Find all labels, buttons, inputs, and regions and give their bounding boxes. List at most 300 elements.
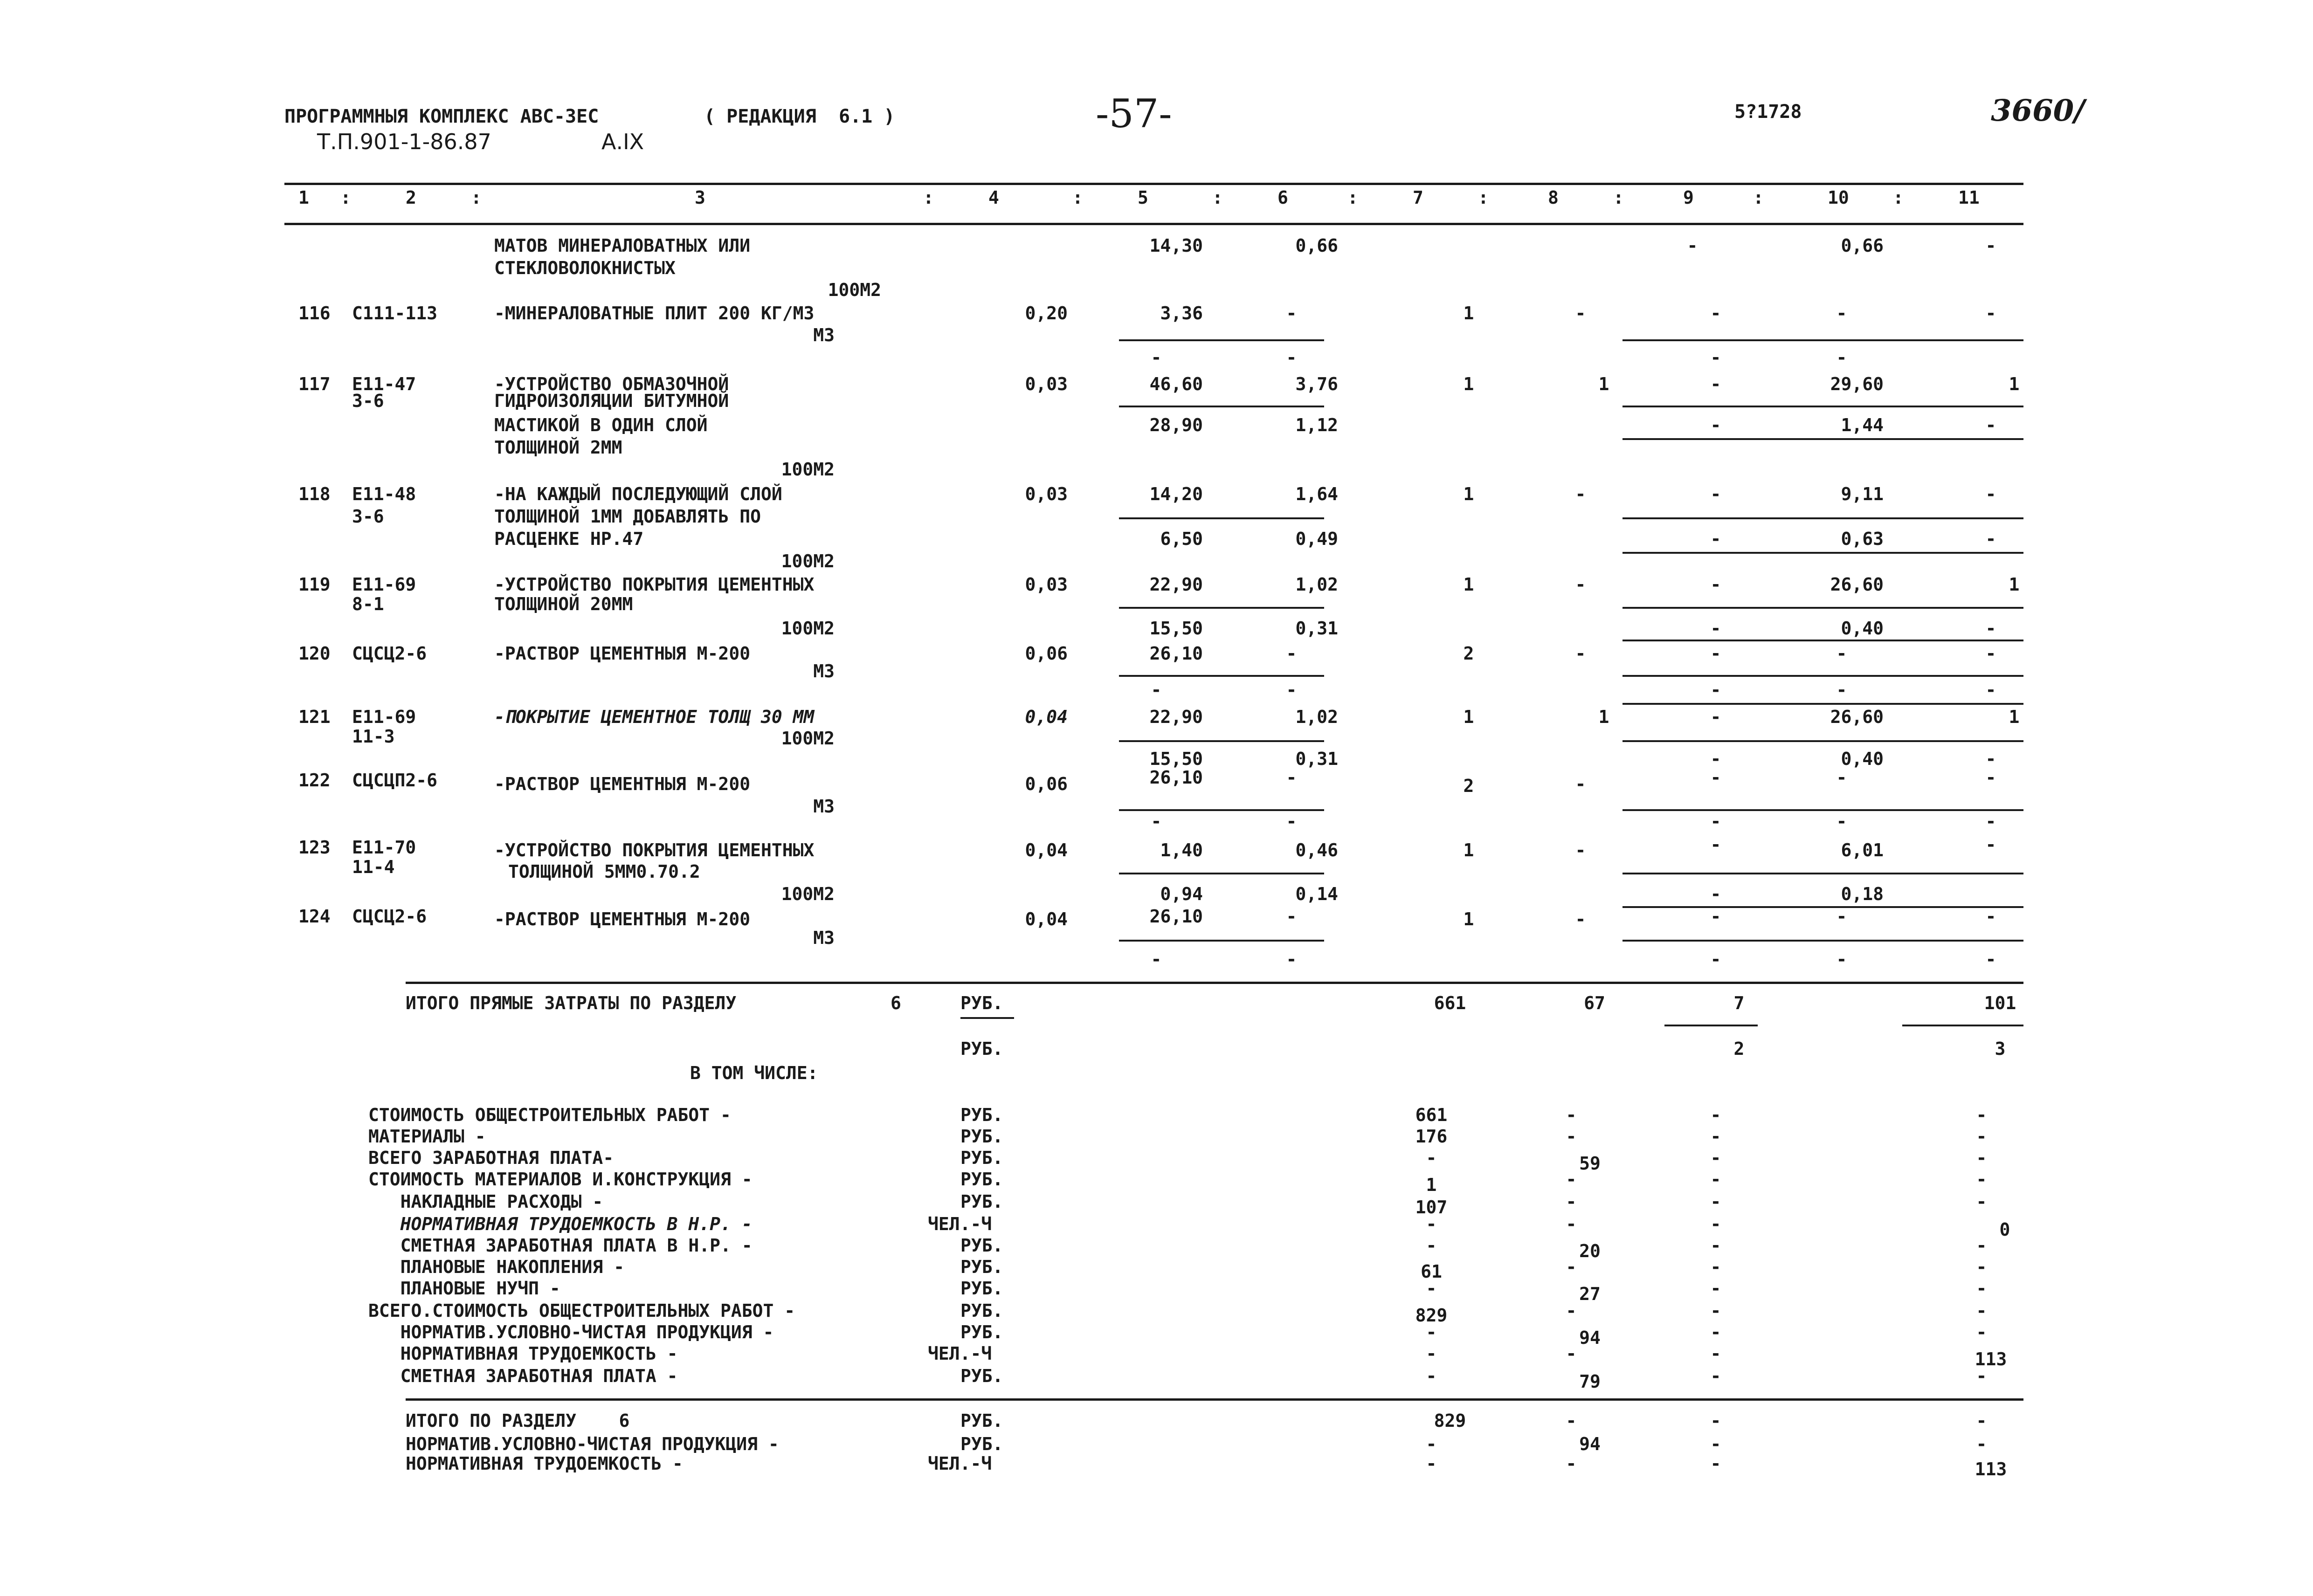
summary-currency: РУБ. (960, 1169, 1003, 1190)
cell-rule (1119, 607, 1324, 609)
row-code: 3-6 (352, 506, 384, 527)
row-col9: - (1710, 618, 1721, 639)
row-col11: - (1985, 235, 1996, 256)
final-top-rule (406, 1398, 2023, 1401)
row-col10: 0,40 (1841, 618, 1884, 639)
row-col10: - (1836, 767, 1847, 788)
row-col11: - (1985, 303, 1996, 323)
row-col6: - (1286, 303, 1297, 323)
total-currency: РУБ. (960, 993, 1003, 1013)
row-col9: - (1710, 347, 1721, 368)
row-col9: - (1710, 884, 1721, 904)
album-label: А.IX (601, 129, 644, 154)
summary-col9: - (1710, 1322, 1721, 1342)
row-col8: 1 (1598, 707, 1609, 727)
row-description: -НА КАЖДЫЙ ПОСЛЕДУЮЩИЙ СЛОЙ (494, 484, 782, 504)
row-col7: 1 (1463, 303, 1474, 323)
row-col10: 0,18 (1841, 884, 1884, 904)
summary-col9: - (1710, 1148, 1721, 1168)
summary-col7: - (1426, 1214, 1437, 1234)
summary-label: СТОИМОСТЬ МАТЕРИАЛОВ И.КОНСТРУКЦИЯ - (368, 1169, 753, 1190)
summary-col9: - (1710, 1300, 1721, 1321)
row-col9: - (1710, 415, 1721, 435)
row-col10: - (1836, 347, 1847, 368)
edition-label: ( РЕДАКЦИЯ 6.1 ) (704, 106, 895, 127)
row-col7: 1 (1463, 374, 1474, 394)
summary-col11: - (1976, 1235, 1987, 1256)
cell-rule (1623, 703, 2023, 705)
final-col9: - (1710, 1434, 1721, 1454)
row-description: -УСТРОЙСТВО ПОКРЫТИЯ ЦЕМЕНТНЫХ (494, 574, 815, 595)
row-col11: 1 (2009, 574, 2020, 595)
total-col11: 3 (1995, 1039, 2006, 1059)
row-code: 11-4 (352, 857, 395, 877)
row-col11: - (1985, 767, 1996, 788)
row-col5: - (1151, 680, 1162, 700)
row-description: МАСТИКОЙ В ОДИН СЛОЙ (494, 415, 708, 435)
row-col8: - (1575, 643, 1586, 664)
row-col7: 1 (1463, 707, 1474, 727)
summary-col11: - (1976, 1105, 1987, 1125)
final-col8: - (1566, 1410, 1577, 1431)
row-description: -РАСТВОР ЦЕМЕНТНЫЯ М-200 (494, 774, 751, 794)
row-col5: 1,40 (1160, 840, 1203, 860)
row-number: 123 (298, 837, 331, 858)
summary-currency: РУБ. (960, 1300, 1003, 1321)
row-number: 124 (298, 906, 331, 927)
row-col6: 0,31 (1295, 749, 1338, 769)
cell-rule (1623, 339, 2023, 341)
row-col9: - (1687, 235, 1698, 256)
row-col5: 15,50 (1149, 749, 1203, 769)
row-col9: - (1710, 811, 1721, 832)
final-col7: - (1426, 1434, 1437, 1454)
cell-rule (1119, 406, 1324, 407)
row-col4: 0,03 (1025, 374, 1068, 394)
row-number: 117 (298, 374, 331, 394)
summary-col8: - (1566, 1126, 1577, 1147)
summary-col8: 27 (1579, 1284, 1601, 1304)
row-col11: - (1985, 834, 1996, 855)
final-currency: ЧЕЛ.-Ч (928, 1453, 992, 1474)
row-col9: - (1710, 707, 1721, 727)
summary-col9: - (1710, 1214, 1721, 1234)
row-col5: - (1151, 811, 1162, 832)
summary-col7: - (1426, 1148, 1437, 1168)
row-col6: 0,46 (1295, 840, 1338, 860)
row-unit: 100М2 (781, 459, 835, 480)
row-col10: - (1836, 643, 1847, 664)
row-col6: - (1286, 906, 1297, 927)
row-code: С111-113 (352, 303, 438, 323)
row-col9: - (1710, 906, 1721, 927)
row-col11: - (1985, 811, 1996, 832)
row-col11: 1 (2009, 707, 2020, 727)
row-number: 118 (298, 484, 331, 504)
summary-currency: ЧЕЛ.-Ч (928, 1214, 992, 1234)
final-col11: - (1976, 1434, 1987, 1454)
summary-col11: - (1976, 1300, 1987, 1321)
row-col5: 28,90 (1149, 415, 1203, 435)
total-label: ИТОГО ПРЯМЫЕ ЗАТРАТЫ ПО РАЗДЕЛУ (406, 993, 737, 1013)
row-code: Е11-70 (352, 837, 416, 858)
col-8: 8 (1548, 187, 1559, 208)
row-code: Е11-69 (352, 574, 416, 595)
row-col10: - (1836, 811, 1847, 832)
col-7: 7 (1413, 187, 1423, 208)
row-code: СЦСЦП2-6 (352, 770, 438, 791)
row-col8: - (1575, 774, 1586, 794)
row-col6: - (1286, 811, 1297, 832)
summary-currency: РУБ. (960, 1105, 1003, 1125)
row-col9: - (1710, 303, 1721, 323)
row-description: ТОЛЩИНОЙ 1ММ ДОБАВЛЯТЬ ПО (494, 506, 761, 527)
handwritten-code: 3660/ (1991, 93, 2085, 128)
summary-col9: - (1710, 1366, 1721, 1386)
row-col7: 1 (1463, 909, 1474, 929)
total-currency: РУБ. (960, 1039, 1003, 1059)
summary-label: НАКЛАДНЫЕ РАСХОДЫ - (368, 1191, 603, 1212)
summary-col9: - (1710, 1105, 1721, 1125)
cell-rule (1623, 675, 2023, 677)
row-unit: 100М2 (781, 728, 835, 749)
cell-rule (1119, 740, 1324, 742)
final-col9: - (1710, 1453, 1721, 1474)
final-col9: - (1710, 1410, 1721, 1431)
summary-col9: - (1710, 1235, 1721, 1256)
row-description: СТЕКЛОВОЛОКНИСТЫХ (494, 258, 676, 278)
col-sep: : (1893, 187, 1904, 208)
col-sep: : (1478, 187, 1489, 208)
row-description: ТОЛЩИНОЙ 2ММ (494, 437, 622, 458)
row-col11: - (1985, 680, 1996, 700)
row-col10: 0,40 (1841, 749, 1884, 769)
summary-col7: 661 (1415, 1105, 1448, 1125)
row-col8: 1 (1598, 374, 1609, 394)
summary-col7: - (1426, 1366, 1437, 1386)
summary-col8: - (1566, 1214, 1577, 1234)
final-label: НОРМАТИВ.УСЛОВНО-ЧИСТАЯ ПРОДУКЦИЯ - (406, 1434, 779, 1454)
summary-currency: РУБ. (960, 1235, 1003, 1256)
row-description: ТОЛЩИНОЙ 20ММ (494, 594, 633, 614)
row-col5: 0,94 (1160, 884, 1203, 904)
summary-col11: 0 (1999, 1219, 2010, 1240)
row-col6: 0,49 (1295, 529, 1338, 549)
summary-label: ВСЕГО.СТОИМОСТЬ ОБЩЕСТРОИТЕЛЬНЫХ РАБОТ - (368, 1300, 795, 1321)
summary-col7: 176 (1415, 1126, 1448, 1147)
row-col9: - (1710, 749, 1721, 769)
row-col10: 6,01 (1841, 840, 1884, 860)
row-col4: 0,06 (1025, 774, 1068, 794)
row-col9: - (1710, 643, 1721, 664)
cell-rule (1119, 675, 1324, 677)
row-col10: 9,11 (1841, 484, 1884, 504)
col-11: 11 (1958, 187, 1980, 208)
row-number: 119 (298, 574, 331, 595)
final-col11: - (1976, 1410, 1987, 1431)
summary-currency: РУБ. (960, 1126, 1003, 1147)
summary-col11: - (1976, 1278, 1987, 1299)
row-col4: 0,04 (1025, 909, 1068, 929)
row-code: 11-3 (352, 726, 395, 747)
row-col4: 0,03 (1025, 574, 1068, 595)
row-col9: - (1710, 767, 1721, 788)
row-unit: 100М2 (781, 551, 835, 571)
final-col7: - (1426, 1453, 1437, 1474)
final-col8: - (1566, 1453, 1577, 1474)
row-description: -УСТРОЙСТВО ОБМАЗОЧНОЙ (494, 374, 729, 394)
row-col7: 2 (1463, 643, 1474, 664)
row-col8: - (1575, 840, 1586, 860)
row-col7: 1 (1463, 840, 1474, 860)
summary-col7: 107 (1415, 1197, 1448, 1218)
cell-rule (1119, 517, 1324, 519)
final-label: НОРМАТИВНАЯ ТРУДОЕМКОСТЬ - (406, 1453, 683, 1474)
summary-col7: - (1426, 1278, 1437, 1299)
row-col10: 1,44 (1841, 415, 1884, 435)
row-col5: 15,50 (1149, 618, 1203, 639)
header-top-rule (284, 183, 2023, 185)
summary-col9: - (1710, 1257, 1721, 1277)
final-label: ИТОГО ПО РАЗДЕЛУ 6 (406, 1410, 630, 1431)
summary-currency: РУБ. (960, 1148, 1003, 1168)
row-col4: 0,04 (1025, 840, 1068, 860)
program-title: ПРОГРАММНЫЯ КОМПЛЕКС АВС-ЗЕС (284, 106, 599, 127)
summary-col9: - (1710, 1126, 1721, 1147)
row-col5: 26,10 (1149, 643, 1203, 664)
summary-col8: - (1566, 1169, 1577, 1190)
final-col8: 94 (1579, 1434, 1601, 1454)
row-description: -РАСТВОР ЦЕМЕНТНЫЯ М-200 (494, 643, 751, 664)
row-col11: - (1985, 529, 1996, 549)
document-code: 5?1728 (1734, 101, 1802, 123)
summary-col7: - (1426, 1235, 1437, 1256)
cell-rule (1623, 438, 2023, 440)
summary-col11: - (1976, 1191, 1987, 1212)
row-col6: - (1286, 949, 1297, 970)
total-col11: 101 (1984, 993, 2016, 1013)
row-code: Е11-48 (352, 484, 416, 504)
summary-currency: РУБ. (960, 1191, 1003, 1212)
row-col6: 0,14 (1295, 884, 1338, 904)
col-sep: : (1347, 187, 1358, 208)
summary-col11: - (1976, 1126, 1987, 1147)
summary-currency: РУБ. (960, 1257, 1003, 1277)
row-col5: - (1151, 949, 1162, 970)
summary-col7: 829 (1415, 1305, 1448, 1326)
row-col9: - (1710, 374, 1721, 394)
summary-label: ВСЕГО ЗАРАБОТНАЯ ПЛАТА- (368, 1148, 614, 1168)
summary-label: НОРМАТИВНАЯ ТРУДОЕМКОСТЬ - (368, 1343, 678, 1364)
row-col5: 26,10 (1149, 767, 1203, 788)
col-3: 3 (695, 187, 705, 208)
col-4: 4 (988, 187, 999, 208)
row-col6: 1,12 (1295, 415, 1338, 435)
summary-col11: - (1976, 1257, 1987, 1277)
summary-currency: РУБ. (960, 1278, 1003, 1299)
row-unit: 100М2 (781, 884, 835, 904)
summary-currency: РУБ. (960, 1366, 1003, 1386)
cell-rule (1119, 339, 1324, 341)
summary-col8: 79 (1579, 1371, 1601, 1392)
row-col7: 1 (1463, 574, 1474, 595)
row-unit: М3 (813, 325, 835, 345)
row-col4: 0,20 (1025, 303, 1068, 323)
row-col6: - (1286, 643, 1297, 664)
summary-col8: 59 (1579, 1153, 1601, 1174)
col-1: 1 (298, 187, 309, 208)
col-sep: : (340, 187, 351, 208)
summary-col8: - (1566, 1343, 1577, 1364)
summary-col11: - (1976, 1322, 1987, 1342)
cell-rule (1623, 607, 2023, 609)
row-col6: - (1286, 347, 1297, 368)
row-description: МАТОВ МИНЕРАЛОВАТНЫХ ИЛИ (494, 235, 751, 256)
cell-rule (1623, 552, 2023, 554)
row-unit: 100М2 (828, 280, 881, 300)
page-number: -57- (1096, 91, 1172, 137)
row-col5: 22,90 (1149, 574, 1203, 595)
row-unit: 100М2 (781, 618, 835, 639)
summary-col8: - (1566, 1300, 1577, 1321)
summary-label: НОРМАТИВ.УСЛОВНО-ЧИСТАЯ ПРОДУКЦИЯ - (368, 1322, 774, 1342)
row-col9: - (1710, 484, 1721, 504)
cell-rule (1623, 873, 2023, 874)
row-col5: 3,36 (1160, 303, 1203, 323)
summary-col8: 94 (1579, 1328, 1601, 1348)
col-sep: : (1613, 187, 1624, 208)
col-sep: : (1212, 187, 1223, 208)
row-col11: - (1985, 906, 1996, 927)
row-code: 3-6 (352, 391, 384, 411)
total-col7: 661 (1434, 993, 1466, 1013)
row-number: 122 (298, 770, 331, 791)
row-col7: 1 (1463, 484, 1474, 504)
row-col7: 2 (1463, 776, 1474, 796)
row-col11: - (1985, 618, 1996, 639)
col-sep: : (1753, 187, 1764, 208)
row-col6: 3,76 (1295, 374, 1338, 394)
summary-currency: РУБ. (960, 1322, 1003, 1342)
row-col4: 0,04 (1025, 707, 1068, 727)
row-description: -РАСТВОР ЦЕМЕНТНЫЯ М-200 (494, 909, 751, 929)
project-code: Т.П.901-1-86.87 (317, 129, 491, 154)
final-currency: РУБ. (960, 1410, 1003, 1431)
row-col6: - (1286, 680, 1297, 700)
row-col9: - (1710, 680, 1721, 700)
row-col10: 29,60 (1830, 374, 1884, 394)
row-col6: 1,02 (1295, 574, 1338, 595)
row-code: Е11-69 (352, 707, 416, 727)
row-col4: 0,06 (1025, 643, 1068, 664)
row-col8: - (1575, 303, 1586, 323)
cell-rule (1119, 940, 1324, 942)
row-description: -МИНЕРАЛОВАТНЫЕ ПЛИТ 200 КГ/М3 (494, 303, 815, 323)
row-col10: - (1836, 680, 1847, 700)
row-description: -УСТРОЙСТВО ПОКРЫТИЯ ЦЕМЕНТНЫХ (494, 840, 815, 860)
row-col9: - (1710, 574, 1721, 595)
summary-col8: 20 (1579, 1241, 1601, 1261)
summary-label: НОРМАТИВНАЯ ТРУДОЕМКОСТЬ В Н.Р. - (368, 1214, 753, 1234)
cell-rule (1119, 873, 1324, 874)
summary-col11: - (1976, 1366, 1987, 1386)
col-sep: : (471, 187, 482, 208)
row-col5: 46,60 (1149, 374, 1203, 394)
col-6: 6 (1277, 187, 1288, 208)
row-unit: М3 (813, 661, 835, 681)
cell-rule (1664, 1025, 1758, 1026)
row-description: РАСЦЕНКЕ НР.47 (494, 529, 644, 549)
row-col5: 14,30 (1149, 235, 1203, 256)
row-description: ГИДРОИЗОЛЯЦИИ БИТУМНОЙ (494, 391, 729, 411)
summary-col11: 113 (1975, 1349, 2007, 1369)
summary-label: СМЕТНАЯ ЗАРАБОТНАЯ ПЛАТА - (368, 1366, 678, 1386)
summary-col8: - (1566, 1191, 1577, 1212)
cell-rule (1623, 940, 2023, 942)
including-heading: В ТОМ ЧИСЛЕ: (690, 1063, 818, 1083)
summary-col9: - (1710, 1343, 1721, 1364)
row-col5: 26,10 (1149, 906, 1203, 927)
row-col11: - (1985, 484, 1996, 504)
summary-col7: 1 (1426, 1175, 1437, 1195)
row-number: 121 (298, 707, 331, 727)
final-col11: 113 (1975, 1459, 2007, 1479)
col-10: 10 (1828, 187, 1849, 208)
row-col5: 14,20 (1149, 484, 1203, 504)
row-col10: - (1836, 949, 1847, 970)
summary-col8: - (1566, 1257, 1577, 1277)
summary-col7: 61 (1421, 1261, 1442, 1282)
summary-col11: - (1976, 1148, 1987, 1168)
summary-currency: ЧЕЛ.-Ч (928, 1343, 992, 1364)
row-col5: 22,90 (1149, 707, 1203, 727)
summary-col9: - (1710, 1191, 1721, 1212)
cell-rule (1623, 406, 2023, 407)
summary-label: МАТЕРИАЛЫ - (368, 1126, 486, 1147)
row-unit: М3 (813, 796, 835, 817)
row-description: -ПОКРЫТИЕ ЦЕМЕНТНОЕ ТОЛЩ 30 ММ (494, 707, 815, 727)
total-col8: 67 (1584, 993, 1605, 1013)
summary-label: СМЕТНАЯ ЗАРАБОТНАЯ ПЛАТА В Н.Р. - (368, 1235, 753, 1256)
total-col9: 7 (1733, 993, 1745, 1013)
row-col5: 6,50 (1160, 529, 1203, 549)
row-col6: 1,02 (1295, 707, 1338, 727)
row-description: ТОЛЩИНОЙ 5ММ0.70.2 (508, 861, 700, 882)
final-currency: РУБ. (960, 1434, 1003, 1454)
row-col8: - (1575, 909, 1586, 929)
row-code: СЦСЦ2-6 (352, 906, 427, 927)
row-col11: - (1985, 415, 1996, 435)
cell-rule (1623, 517, 2023, 519)
total-col9: 2 (1733, 1039, 1745, 1059)
summary-label: ПЛАНОВЫЕ НУЧП - (368, 1278, 560, 1299)
row-code: СЦСЦ2-6 (352, 643, 427, 664)
summary-col11: - (1976, 1169, 1987, 1190)
row-col11: 1 (2009, 374, 2020, 394)
row-number: 116 (298, 303, 331, 323)
row-col8: - (1575, 574, 1586, 595)
row-col6: 0,31 (1295, 618, 1338, 639)
row-col6: - (1286, 767, 1297, 788)
summary-col7: - (1426, 1322, 1437, 1342)
row-col10: 0,66 (1841, 235, 1884, 256)
total-top-rule (406, 982, 2023, 984)
col-sep: : (1072, 187, 1083, 208)
row-col4: 0,03 (1025, 484, 1068, 504)
row-code: 8-1 (352, 594, 384, 614)
summary-col7: - (1426, 1343, 1437, 1364)
col-2: 2 (406, 187, 416, 208)
